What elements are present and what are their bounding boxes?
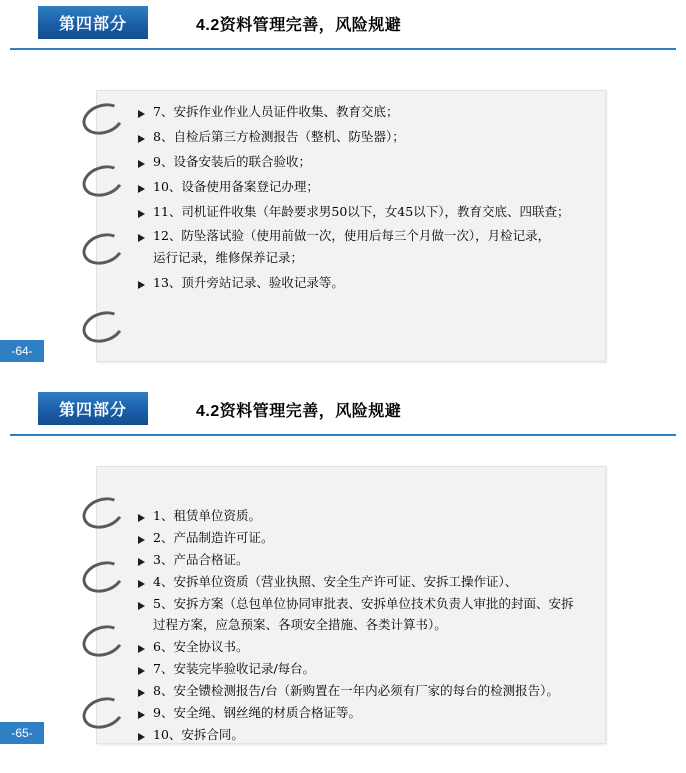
- list-item-label: 10、安拆合同。: [153, 726, 244, 742]
- list-item: [138, 154, 598, 171]
- list-item: [138, 204, 598, 221]
- list-item-label: 6、安全协议书。: [153, 639, 249, 655]
- triangle-bullet-icon: [138, 135, 145, 143]
- list-item: [138, 275, 598, 292]
- list-item: [138, 683, 608, 700]
- triangle-bullet-icon: [138, 580, 145, 588]
- triangle-bullet-icon: [138, 281, 145, 289]
- page-number-badge: -65-: [0, 722, 44, 744]
- triangle-bullet-icon: [138, 160, 145, 168]
- triangle-bullet-icon: [138, 645, 145, 653]
- slide-header-2: [0, 386, 686, 442]
- page-title-1: 4.2资料管理完善，风险规避: [196, 17, 402, 34]
- list-item-label: 10、设备使用备案登记办理；: [153, 178, 319, 194]
- list-item: [138, 705, 608, 722]
- list-item-label: 8、自检后第三方检测报告（整机、防坠器）；: [153, 128, 405, 144]
- list-item-label: 3、产品合格证。: [153, 551, 249, 567]
- triangle-bullet-icon: [138, 185, 145, 193]
- list-item-label: 运行记录，维修保养记录；: [153, 250, 304, 266]
- triangle-bullet-icon: [138, 602, 145, 610]
- list-item: [138, 552, 608, 569]
- list-item-label: 2、产品制造许可证。: [153, 529, 274, 545]
- list-item-label: 12、防坠落试验（使用前做一次，使用后每三个月做一次），月检记录，: [153, 228, 551, 244]
- list-item: [138, 228, 598, 245]
- list-item: [138, 129, 598, 146]
- list-item-label: 过程方案，应急预案、各项安全措施、各类计算书）。: [153, 617, 447, 633]
- list-item: [138, 104, 598, 121]
- list-item-label: 8、安全镄检测报告/台（新购置在一年内必须有厂家的每台的检测报告）。: [153, 683, 559, 698]
- list-item: [138, 661, 608, 678]
- list-item-label: 13、顶升旁站记录、验收记录等。: [153, 275, 344, 291]
- list-item-label: 4、安拆单位资质（营业执照、安全生产许可证、安拆工操作证）、: [153, 573, 518, 589]
- bullet-list-2: [138, 508, 608, 749]
- list-item: [138, 179, 598, 196]
- list-item: [138, 508, 608, 525]
- list-item: [138, 727, 608, 744]
- section-tab-2: 第四部分: [38, 392, 148, 425]
- triangle-bullet-icon: [138, 733, 145, 741]
- list-item-label: 7、安拆作业作业人员证件收集、教育交底；: [153, 104, 399, 119]
- list-item-label: 9、设备安装后的联合验收；: [153, 153, 311, 169]
- triangle-bullet-icon: [138, 711, 145, 719]
- page-title-2: 4.2资料管理完善，风险规避: [196, 403, 402, 420]
- triangle-bullet-icon: [138, 210, 145, 218]
- list-item-label: 1、租赁单位资质。: [153, 508, 261, 523]
- list-item-label: 5、安拆方案（总包单位协同审批表、安拆单位技术负责人审批的封面、安拆: [153, 595, 574, 611]
- triangle-bullet-icon: [138, 536, 145, 544]
- triangle-bullet-icon: [138, 514, 145, 522]
- triangle-bullet-icon: [138, 558, 145, 566]
- list-item: [138, 530, 608, 547]
- list-item: [138, 574, 608, 591]
- slide-header-1: [0, 0, 686, 56]
- triangle-bullet-icon: [138, 667, 145, 675]
- list-item-label: 11、司机证件收集（年龄要求男50以下，女45以下），教育交底、四联查；: [153, 203, 570, 219]
- list-item-continuation: [138, 617, 608, 634]
- triangle-bullet-icon: [138, 234, 145, 242]
- section-tab-1: 第四部分: [38, 6, 148, 39]
- list-item-label: 9、安全绳、钢丝绳的材质合格证等。: [153, 704, 361, 720]
- bullet-list-1: [138, 104, 598, 300]
- list-item-label: 7、安装完毕验收记录/每台。: [153, 661, 316, 677]
- list-item-continuation: [138, 250, 598, 267]
- list-item: [138, 639, 608, 656]
- page-number-badge: -64-: [0, 340, 44, 362]
- header-divider-1: [10, 48, 676, 50]
- header-divider-2: [10, 434, 676, 436]
- slide-page-1: [0, 0, 686, 386]
- triangle-bullet-icon: [138, 689, 145, 697]
- triangle-bullet-icon: [138, 110, 145, 118]
- slide-page-2: [0, 386, 686, 773]
- list-item: [138, 596, 608, 613]
